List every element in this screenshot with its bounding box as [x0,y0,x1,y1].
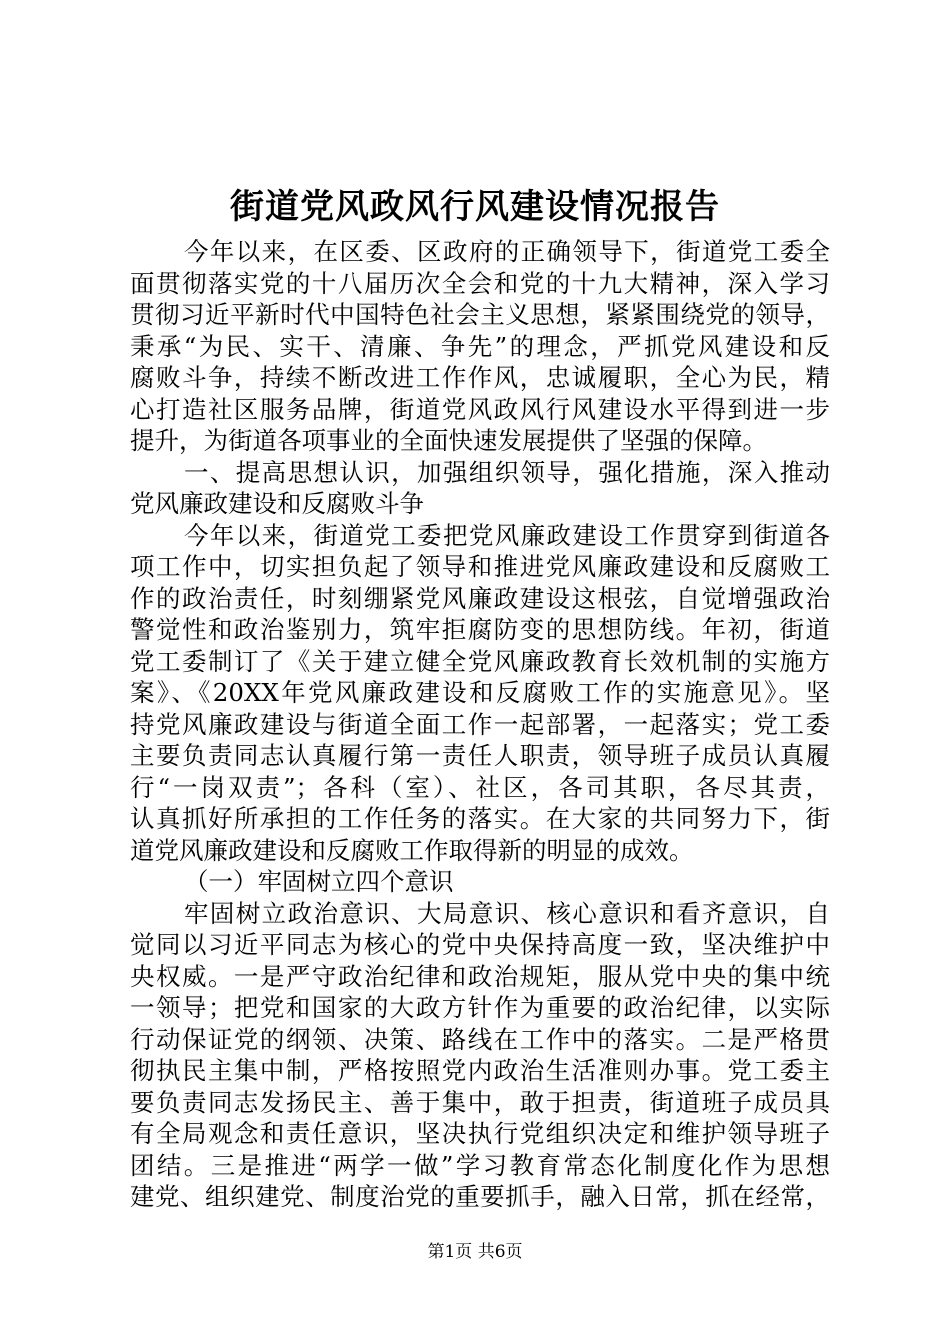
paragraph-line: 行“一岗双责”；各科（室）、社区，各司其职，各尽其责， [130,772,830,802]
paragraph-line: 认真抓好所承担的工作任务的落实。在大家的共同努力下，街 [130,804,830,833]
paragraph-line: 党风廉政建设和反腐败斗争 [130,489,424,518]
paragraph-line: 彻执民主集中制，严格按照党内政治生活准则办事。党工委主 [130,1056,830,1085]
paragraph-line: 一领导；把党和国家的大政方针作为重要的政治纪律，以实际 [130,993,830,1022]
paragraph-line: 面贯彻落实党的十八届历次全会和党的十九大精神，深入学习 [130,268,830,298]
paragraph-line: 一、提高思想认识，加强组织领导，强化措施，深入推动 [184,457,830,487]
paragraph-line: （一）牢固树立四个意识 [184,867,454,896]
paragraph-line: 今年以来，街道党工委把党风廉政建设工作贯穿到街道各 [184,520,830,550]
document-body [130,236,830,1213]
paragraph-line: 央权威。一是严守政治纪律和政治规矩，服从党中央的集中统 [130,961,830,991]
paragraph-line: 持党风廉政建设与街道全面工作一起部署，一起落实；党工委 [130,709,830,739]
paragraph-line: 腐败斗争，持续不断改进工作作风，忠诚履职，全心为民，精 [130,363,830,392]
paragraph-line: 党工委制订了《关于建立健全党风廉政教育长效机制的实施方 [130,646,830,676]
paragraph-line: 案》、《20XX年党风廉政建设和反腐败工作的实施意见》。坚 [130,678,830,707]
paragraph-line: 警觉性和政治鉴别力，筑牢拒腐防变的思想防线。年初，街道 [130,615,830,644]
paragraph-line: 项工作中，切实担负起了领导和推进党风廉政建设和反腐败工 [130,552,830,581]
paragraph-line: 作的政治责任，时刻绷紧党风廉政建设这根弦，自觉增强政治 [130,583,830,613]
paragraph-line: 牢固树立政治意识、大局意识、核心意识和看齐意识，自 [184,898,830,928]
paragraph-line: 觉同以习近平同志为核心的党中央保持高度一致，坚决维护中 [130,930,830,959]
paragraph-line: 主要负责同志认真履行第一责任人职责，领导班子成员认真履 [130,741,830,770]
paragraph-line: 有全局观念和责任意识，坚决执行党组织决定和维护领导班子 [130,1119,830,1148]
paragraph-line: 要负责同志发扬民主、善于集中，敢于担责，街道班子成员具 [130,1087,830,1117]
paragraph-line: 道党风廉政建设和反腐败工作取得新的明显的成效。 [130,835,694,865]
paragraph-line: 团结。三是推进“两学一做”学习教育常态化制度化作为思想 [130,1150,830,1180]
page-footer: 第1页 共6页 [427,1242,523,1262]
paragraph-line: 心打造社区服务品牌，街道党风政风行风建设水平得到进一步 [130,394,830,424]
paragraph-line: 建党、组织建党、制度治党的重要抓手，融入日常，抓在经常， [130,1182,830,1211]
paragraph-line: 贯彻习近平新时代中国特色社会主义思想，紧紧围绕党的领导， [130,300,830,329]
paragraph-line: 行动保证党的纲领、决策、路线在工作中的落实。二是严格贯 [130,1024,830,1054]
paragraph-line: 今年以来，在区委、区政府的正确领导下，街道党工委全 [184,237,830,266]
document-title: 街道党风政风行风建设情况报告 [230,187,720,227]
paragraph-line: 秉承“为民、实干、清廉、争先”的理念，严抓党风建设和反 [130,331,830,361]
paragraph-line: 提升，为街道各项事业的全面快速发展提供了坚强的保障。 [130,426,767,455]
